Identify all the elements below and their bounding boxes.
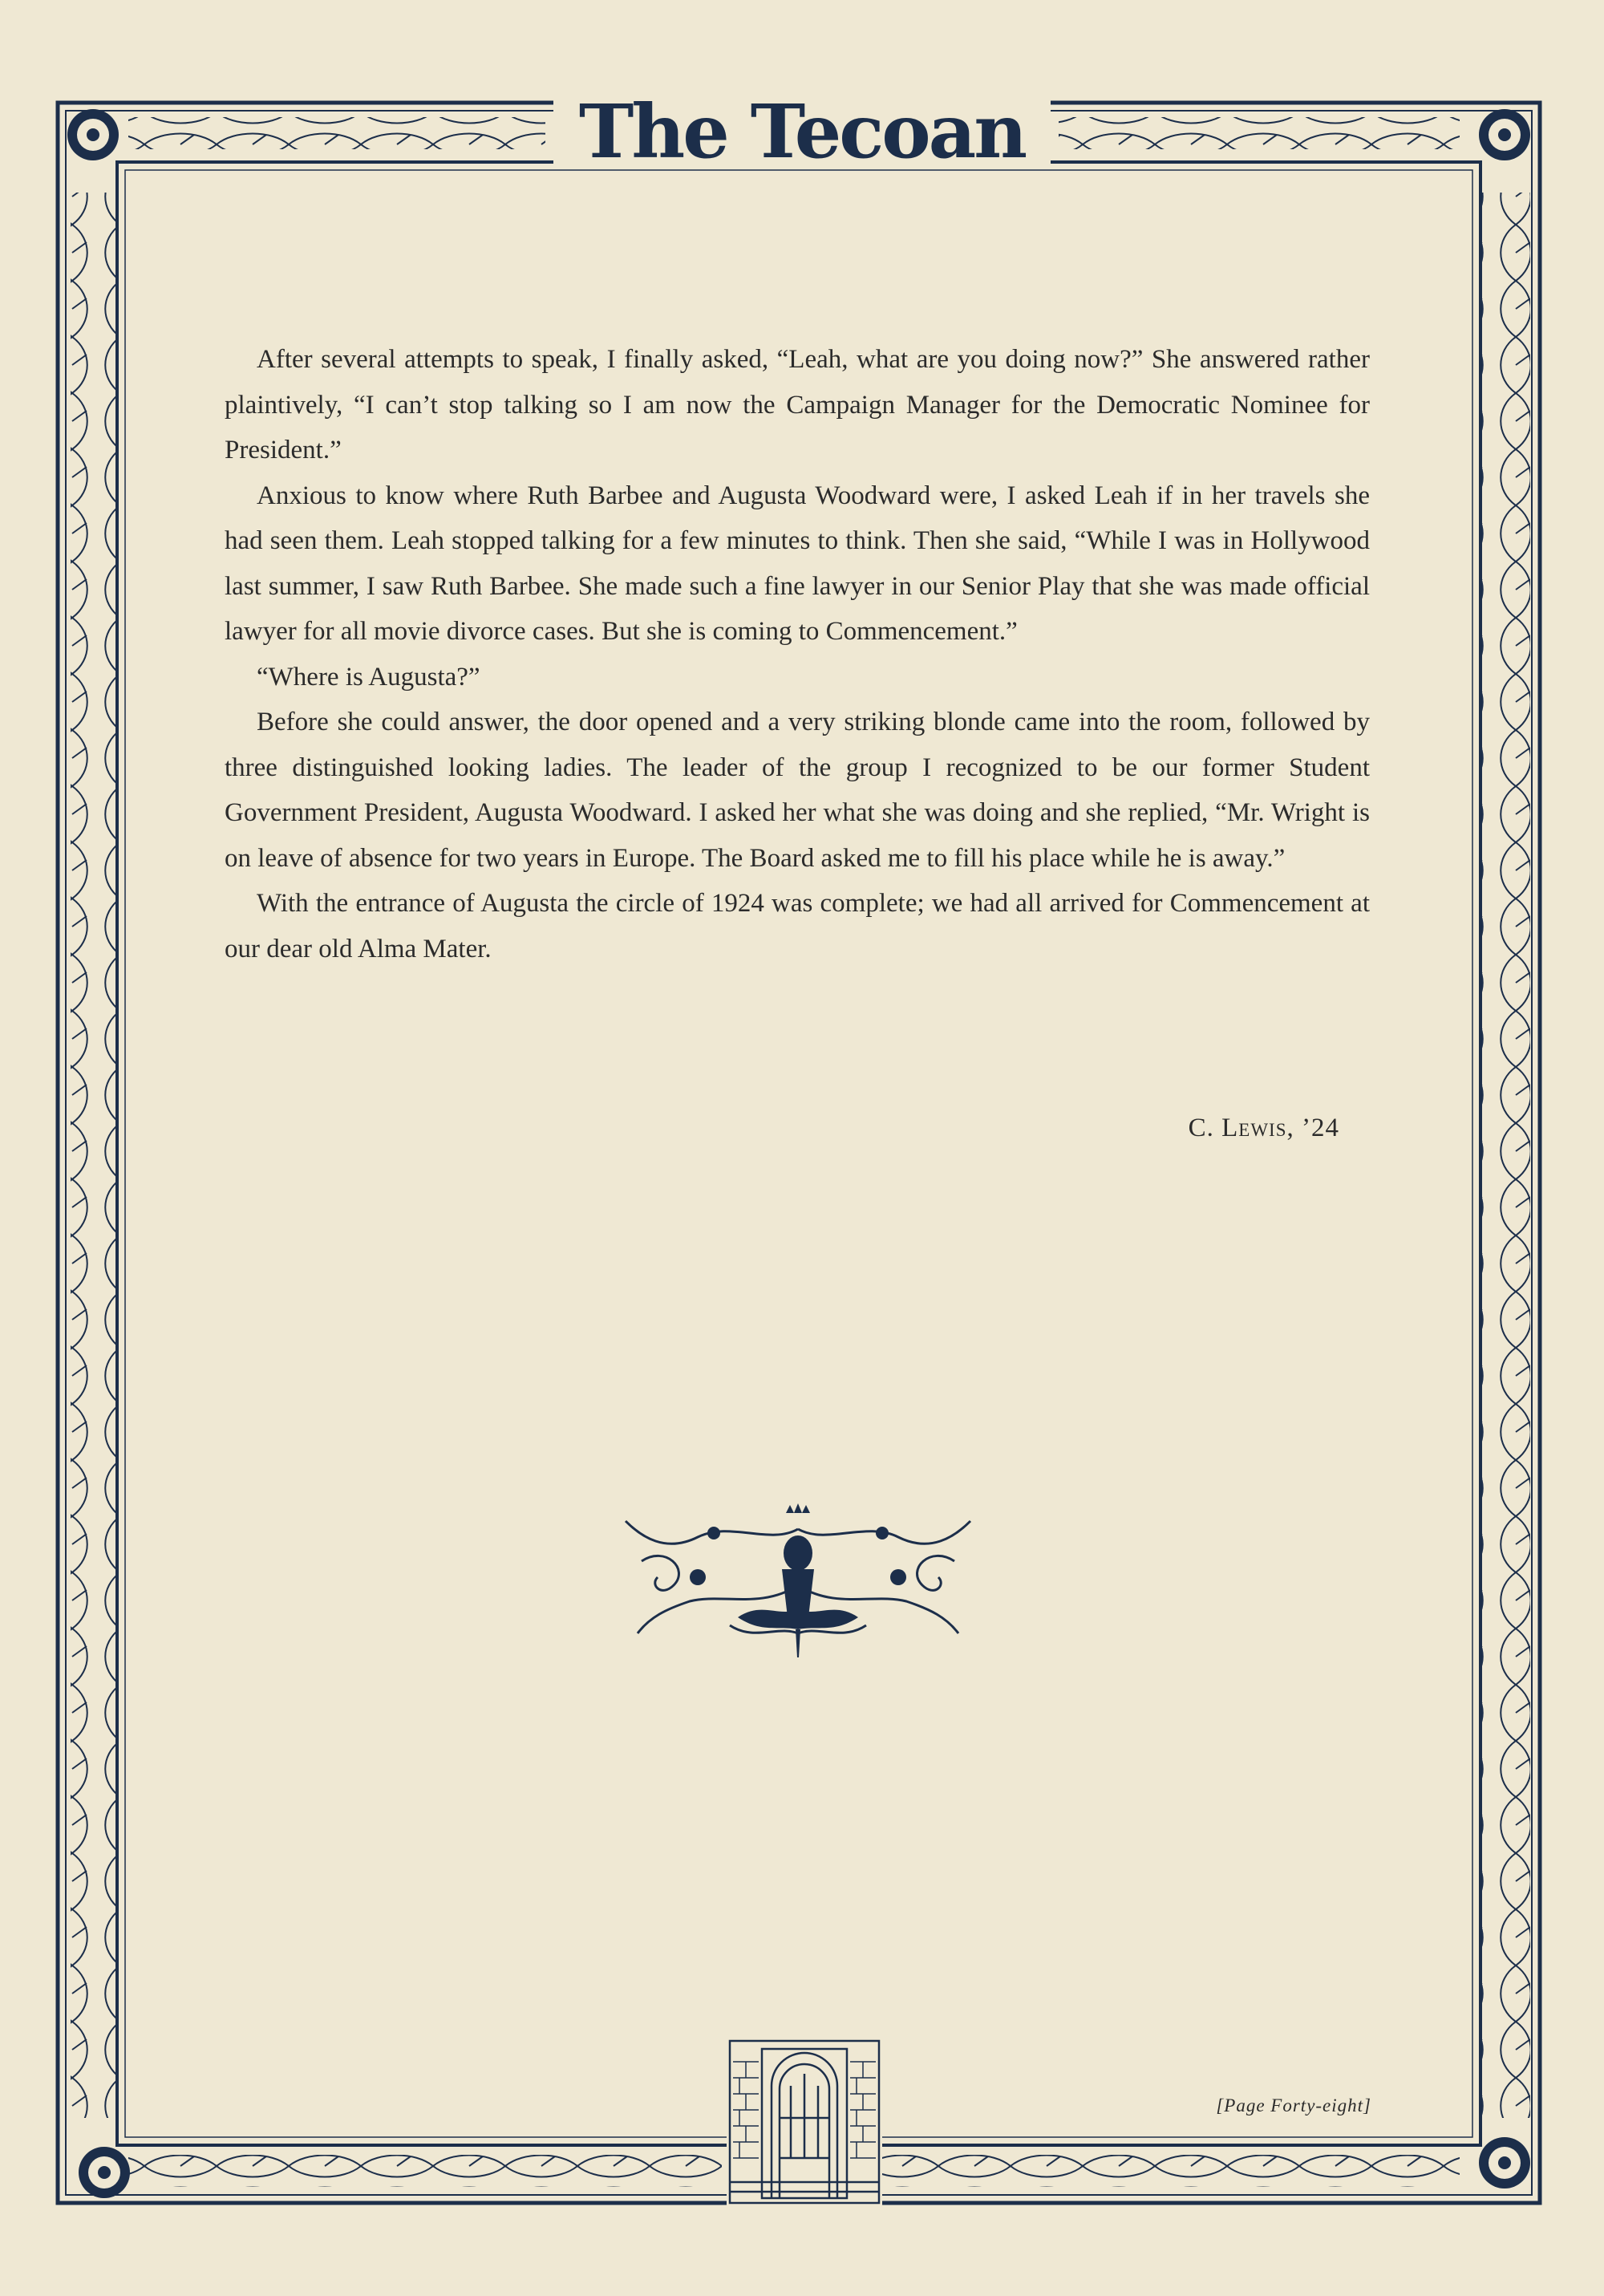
- fleur-corner-icon: [1479, 2137, 1530, 2189]
- page-number: [Page Forty-eight]: [1216, 2095, 1371, 2115]
- paragraph: “Where is Augusta?”: [257, 662, 480, 692]
- mermaid-scroll-ornament-icon: [618, 1497, 978, 1665]
- paragraph: After several attempts to speak, I finally asked, “Leah, what are you doing now?” She answered rather plaintively, “I can’t stop talking so I am now the Campaign Manager for the Democratic Nominee for President.”: [225, 345, 1370, 464]
- paragraph: Anxious to know where Ruth Barbee and Augusta Woodward were, I asked Leah if in her travels she had seen them. Leah stopped talking for a few minutes to think. Then she said, “While I was in Hollywood last summer, I saw Ruth Barbee. She made such a fine lawyer in our Senior Play that she was made official lawyer for all movie divorce cases. But she is coming to Commencement.”: [225, 481, 1370, 646]
- paragraph: Before she could answer, the door opened and a very striking blonde came into the room, followed by three distinguished looking ladies. The leader of the group I recognized to be our former Student Government President, Augusta Woodward. I asked her what she was doing and she replied, “Mr. Wright is on leave of absence for two years in Europe. The Board asked me to fill his place while he is away.”: [225, 708, 1370, 873]
- article-body: [225, 337, 1370, 972]
- doorway-icon: [727, 2038, 882, 2206]
- fleur-corner-icon: [79, 2147, 130, 2198]
- author-signature: C. Lewis, ’24: [1188, 1114, 1339, 1142]
- header-title: The Tecoan: [578, 88, 1026, 175]
- paragraph: With the entrance of Augusta the circle of 1924 was complete; we had all arrived for Commencement at our dear old Alma Mater.: [225, 889, 1370, 963]
- fleur-corner-icon: [67, 109, 119, 160]
- fleur-corner-icon: [1479, 109, 1530, 160]
